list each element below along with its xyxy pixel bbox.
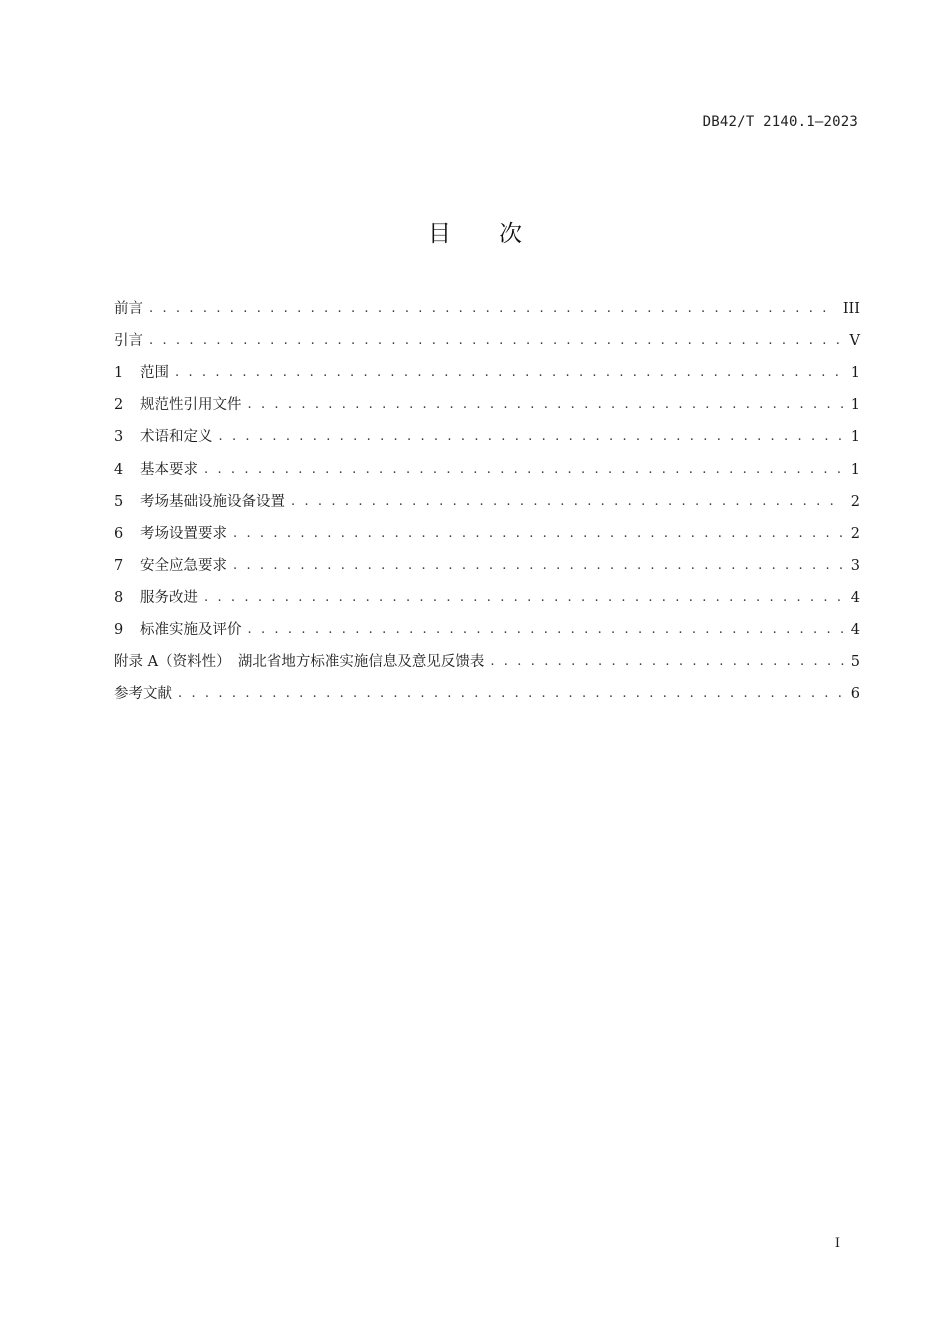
toc-entry-5[interactable] [114,481,860,513]
toc-entry-introduction[interactable] [114,320,860,352]
toc-dot-leader [149,298,837,320]
toc-entry-page: 4 [850,589,860,606]
toc-entry-page: 2 [850,493,860,510]
toc-entry-1[interactable] [114,352,860,384]
toc-entry-page: 1 [850,365,860,382]
toc-entry-foreword[interactable] [114,288,860,320]
toc-entry-page: 2 [850,525,860,542]
toc-entry-6[interactable] [114,513,860,545]
toc-entry-8[interactable] [114,577,860,609]
toc-entry-label: 规范性引用文件 [140,397,242,414]
toc-dot-leader [233,523,844,545]
toc-entry-label: 引言 [114,333,143,350]
page-number: I [834,1236,840,1251]
toc-entry-label: 参考文献 [114,686,172,703]
toc-entry-page: III [842,301,860,318]
toc-dot-leader [178,683,844,705]
toc-entry-7[interactable] [114,545,860,577]
toc-entry-label: 前言 [114,301,143,318]
toc-entry-label: 标准实施及评价 [140,622,242,639]
toc-dot-leader [204,587,844,609]
toc-dot-leader [204,459,844,481]
toc-dot-leader [219,426,845,448]
toc-entry-appendix-a[interactable] [114,641,860,673]
toc-entry-number: 4 [114,461,124,478]
toc-entry-page: V [849,333,860,350]
toc-dot-leader [175,362,844,384]
toc-entry-label: 考场基础设施设备设置 [140,493,285,510]
toc-entry-3[interactable] [114,416,860,448]
toc-entry-number: 9 [114,622,124,639]
toc-entry-number: 6 [114,525,124,542]
toc-dot-leader [490,651,844,673]
toc-entry-page: 3 [850,557,860,574]
toc-entry-label: 附录 A（资料性） 湖北省地方标准实施信息及意见反馈表 [114,654,485,671]
toc-entry-page: 1 [850,461,860,478]
toc-entry-number: 2 [114,397,124,414]
toc-entry-page: 1 [850,429,860,446]
toc-entry-label: 安全应急要求 [140,557,227,574]
toc-entry-number: 7 [114,557,124,574]
toc-entry-label: 术语和定义 [140,429,213,446]
toc-entry-page: 4 [850,622,860,639]
toc-entry-2[interactable] [114,384,860,416]
toc-entry-number: 5 [114,493,124,510]
toc-dot-leader [149,330,844,352]
toc-entry-number: 1 [114,365,124,382]
toc-entry-label: 考场设置要求 [140,525,227,542]
toc-dot-leader [291,491,844,513]
toc-entry-number: 8 [114,589,124,606]
toc-entry-page: 6 [850,686,860,703]
toc-entry-label: 范围 [140,365,169,382]
toc-entry-label: 基本要求 [140,461,198,478]
toc-dot-leader [233,555,844,577]
toc-dot-leader [248,619,845,641]
toc-entry-label: 服务改进 [140,589,198,606]
toc-entry-page: 1 [850,397,860,414]
toc-dot-leader [248,394,845,416]
toc-entry-number: 3 [114,429,124,446]
toc-entry-4[interactable] [114,448,860,480]
page-title: 目次 [428,221,570,248]
toc-entry-references[interactable] [114,673,860,705]
toc-entry-9[interactable] [114,609,860,641]
toc-entry-page: 5 [850,654,860,671]
document-code: DB42/T 2140.1—2023 [702,114,858,130]
table-of-contents [114,288,860,705]
